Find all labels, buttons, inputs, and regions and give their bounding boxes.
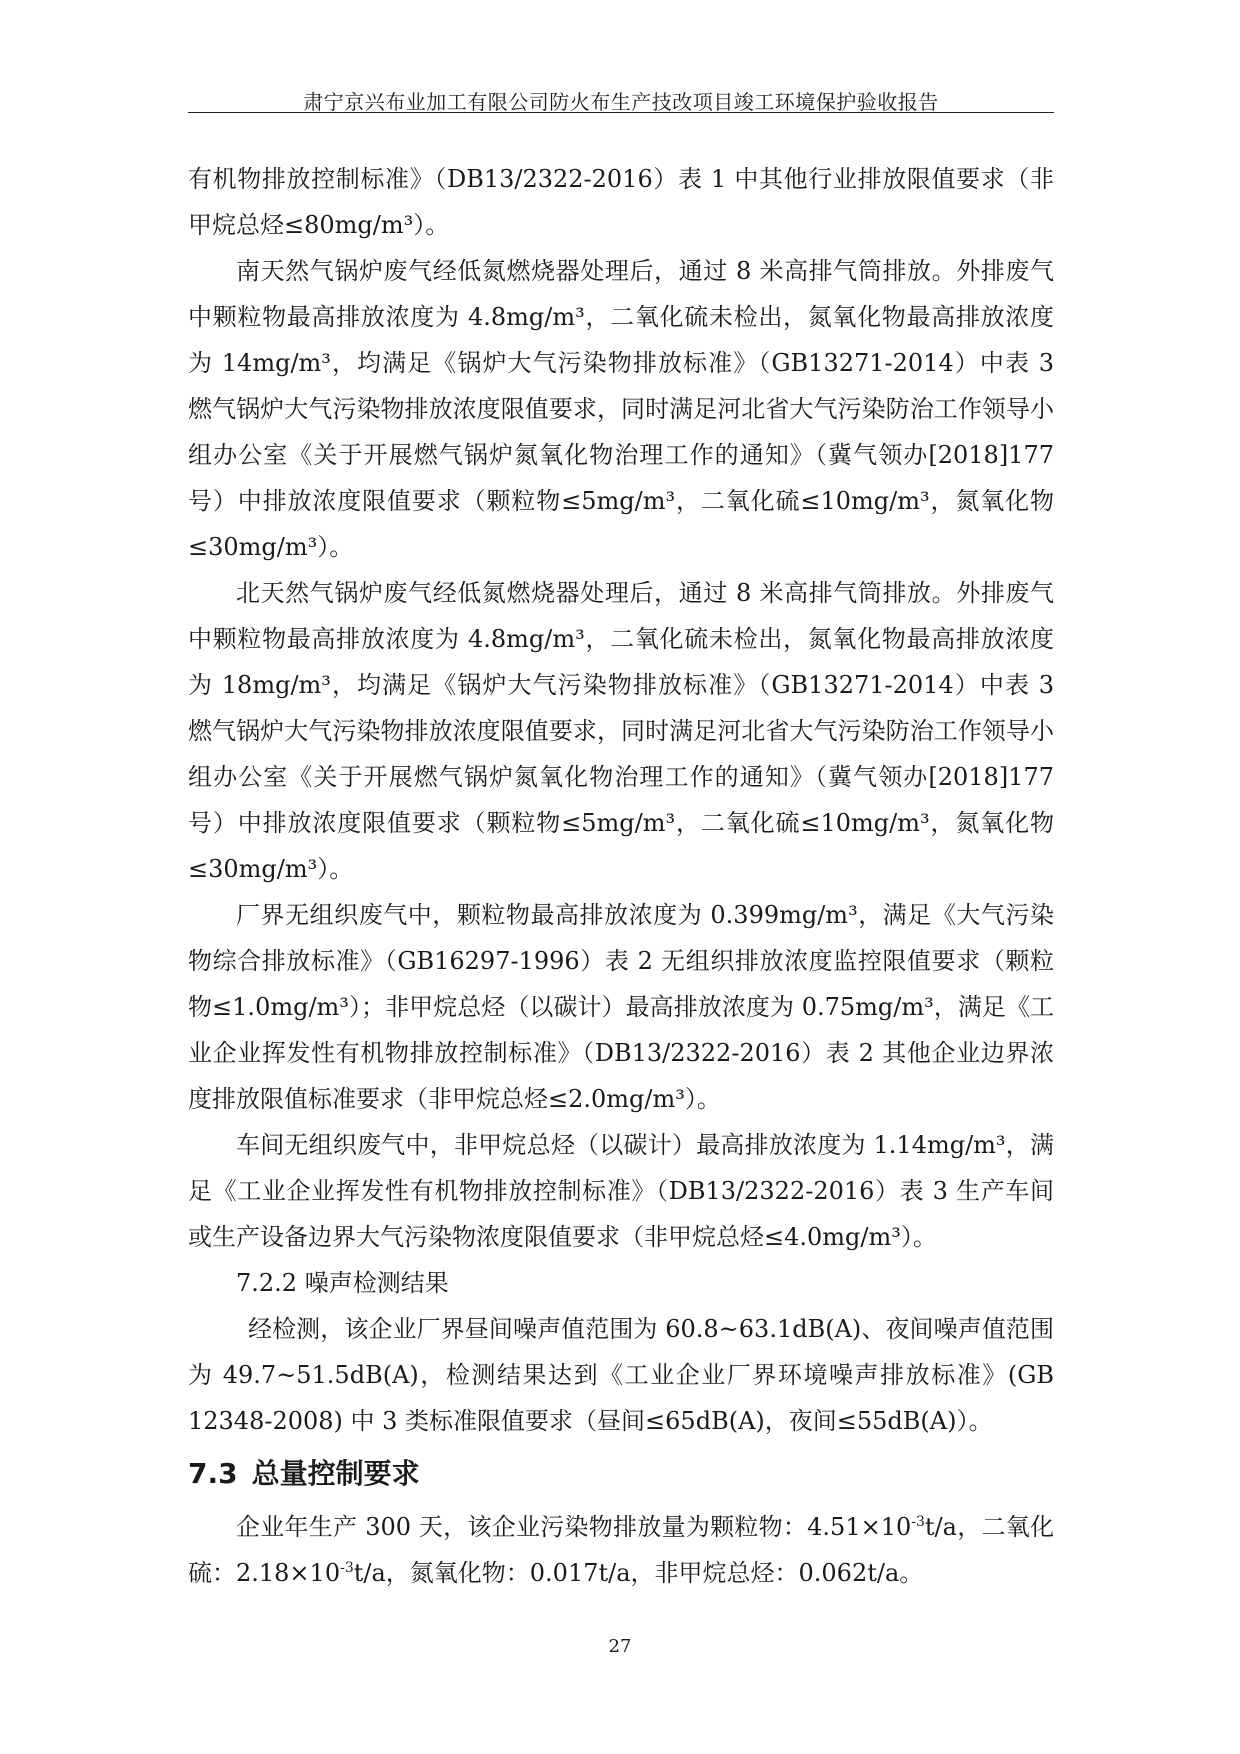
section-heading-total-control [188, 1450, 1054, 1498]
subsection-heading-noise: 7.2.2 噪声检测结果 [236, 1269, 449, 1297]
section-number: 7.3 [188, 1457, 238, 1490]
paragraph-boundary-fugitive: 厂界无组织废气中，颗粒物最高排放浓度为 0.399mg/m³，满足《大气污染物综合排放标准》（GB16297-1996）表 2 无组织排放浓度监控限值要求（颗粒物≤1.0mg/m³）；非甲烷总烃（以碳计）最高排放浓度为 0.75mg/m³，满足《工业企业挥发性有机物排放控制标准》（DB13/2322-2016）表 2 其他企业边界浓度排放限值标准要求（非甲烷总烃≤2.0mg/m³）。 [188, 901, 1054, 1113]
report-body [188, 156, 1054, 1596]
paragraph-total-emissions [188, 1504, 1054, 1596]
exponent-particulate: -3 [911, 1514, 925, 1530]
page-number: 27 [608, 1636, 632, 1657]
emissions-text-part-2: t/a，二氧化硫：2.18×10 [188, 1513, 1054, 1587]
paragraph-vocs-standard-continued: 有机物排放控制标准》（DB13/2322-2016）表 1 中其他行业排放限值要求（非甲烷总烃≤80mg/m³）。 [188, 165, 1054, 239]
paragraph-workshop-fugitive: 车间无组织废气中，非甲烷总烃（以碳计）最高排放浓度为 1.14mg/m³，满足《工业企业挥发性有机物排放控制标准》（DB13/2322-2016）表 3 生产车间或生产设备边界大气污染物浓度限值要求（非甲烷总烃≤4.0mg/m³）。 [188, 1131, 1054, 1251]
paragraph-south-boiler: 南天然气锅炉废气经低氮燃烧器处理后，通过 8 米高排气筒排放。外排废气中颗粒物最高排放浓度为 4.8mg/m³，二氧化硫未检出，氮氧化物最高排放浓度为 14mg/m³，均满足《锅炉大气污染物排放标准》（GB13271-2014）中表 3 燃气锅炉大气污染物排放浓度限值要求，同时满足河北省大气污染防治工作领导小组办公室《关于开展燃气锅炉氮氧化物治理工作的通知》（冀气领办[2018]177号）中排放浓度限值要求（颗粒物≤5mg/m³，二氧化硫≤10mg/m³，氮氧化物≤30mg/m³）。 [188, 257, 1054, 561]
header-divider [188, 112, 1054, 113]
running-header-title: 肃宁京兴布业加工有限公司防火布生产技改项目竣工环境保护验收报告 [303, 90, 939, 114]
emissions-text-part-3: t/a，氮氧化物：0.017t/a，非甲烷总烃：0.062t/a。 [353, 1559, 924, 1587]
paragraph-north-boiler: 北天然气锅炉废气经低氮燃烧器处理后，通过 8 米高排气筒排放。外排废气中颗粒物最高排放浓度为 4.8mg/m³，二氧化硫未检出，氮氧化物最高排放浓度为 18mg/m³，均满足《锅炉大气污染物排放标准》（GB13271-2014）中表 3 燃气锅炉大气污染物排放浓度限值要求，同时满足河北省大气污染防治工作领导小组办公室《关于开展燃气锅炉氮氧化物治理工作的通知》（冀气领办[2018]177号）中排放浓度限值要求（颗粒物≤5mg/m³，二氧化硫≤10mg/m³，氮氧化物≤30mg/m³）。 [188, 579, 1054, 883]
paragraph-noise-results: 经检测，该企业厂界昼间噪声值范围为 60.8~63.1dB(A)、夜间噪声值范围为 49.7~51.5dB(A)，检测结果达到《工业企业厂界环境噪声排放标准》(GB 12348-2008) 中 3 类标准限值要求（昼间≤65dB(A)，夜间≤55dB(A)）。 [188, 1315, 1054, 1435]
exponent-so2: -3 [340, 1560, 354, 1576]
emissions-text-part-1: 企业年生产 300 天，该企业污染物排放量为颗粒物：4.51×10 [236, 1513, 912, 1541]
section-title: 总量控制要求 [251, 1457, 420, 1490]
